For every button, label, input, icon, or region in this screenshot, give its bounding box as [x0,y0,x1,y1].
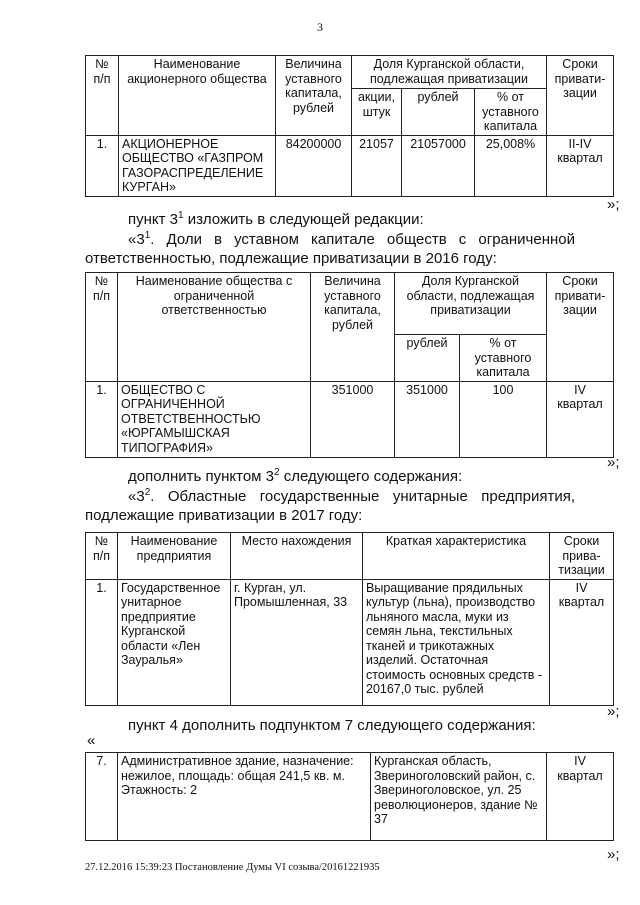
cell-location: г. Курган, ул. Промышленная, 33 [231,579,363,705]
paragraph-item-4: пункт 4 дополнить подпунктом 7 следующего содержания: [128,717,536,734]
cell-name: Государственное унитарное предприятие Курганской области «Лен Зауралья» [118,579,231,705]
table-llc [85,272,614,458]
closing-quote: »; [607,703,620,720]
col-header-share-group: Доля Курганской области, подлежащая приватизации [352,56,547,89]
col-header-name: Наименование предприятия [118,533,231,580]
col-header-share-group: Доля Курганской области, подлежащая приватизации [395,273,547,335]
cell-terms: IV квартал [547,753,614,841]
cell-num: 1. [86,579,118,705]
cell-terms: IV квартал [547,381,614,457]
table-row [86,381,614,457]
closing-quote: »; [607,196,620,213]
table-row [86,753,614,841]
cell-rubles: 21057000 [402,135,475,196]
col-header-capital: Величина уставного капитала, рублей [311,273,395,382]
col-header-percent: % от уставного капитала [460,335,547,382]
col-header-description: Краткая характеристика [363,533,550,580]
col-header-terms: Сроки привати-зации [547,56,614,136]
opening-quote: « [87,732,96,749]
cell-percent: 25,008% [475,135,547,196]
cell-capital: 84200000 [276,135,352,196]
col-header-name: Наименование акционерного общества [119,56,276,136]
cell-address: Курганская область, Звериноголовский район, с. Звериноголовское, ул. 25 революционеров, здание № 37 [371,753,547,841]
cell-num: 1. [86,135,119,196]
closing-quote: »; [607,846,620,863]
cell-rubles: 351000 [395,381,460,457]
col-header-terms: Сроки привати-зации [547,273,614,382]
paragraph-3-1-line2: ответственностью, подлежащие приватизации в 2016 году: [85,250,497,267]
table-row [86,579,614,705]
paragraph-3-1-line1: «$3^1$. Доли в уставном капитале обществ с ограниченной [128,230,575,248]
page-number: 3 [317,20,323,34]
cell-capital: 351000 [311,381,395,457]
footer-stamp: 27.12.2016 15:39:23 Постановление Думы VI созыва/20161221935 [85,862,380,873]
col-header-percent: % от уставного капитала [475,89,547,136]
table-enterprises [85,532,614,706]
cell-name: АКЦИОНЕРНОЕ ОБЩЕСТВО «ГАЗПРОМ ГАЗОРАСПРЕДЕЛЕНИЕ КУРГАН» [119,135,276,196]
paragraph-item-3-1: пункт $3^1$ изложить в следующей редакции: [128,210,424,228]
col-header-location: Место нахождения [231,533,363,580]
cell-name: ОБЩЕСТВО С ОГРАНИЧЕННОЙ ОТВЕТСТВЕННОСТЬЮ «ЮРГАМЫШСКАЯ ТИПОГРАФИЯ» [118,381,311,457]
cell-terms: IV квартал [550,579,614,705]
paragraph-3-2-line2: подлежащие приватизации в 2017 году: [85,507,363,524]
cell-num: 7. [86,753,118,841]
cell-num: 1. [86,381,118,457]
col-header-name: Наименование общества с ограниченной ответственностью [118,273,311,382]
paragraph-add-3-2: дополнить пунктом $3^2$ следующего содержания: [128,467,463,485]
col-header-num: № п/п [86,533,118,580]
closing-quote: »; [607,454,620,471]
col-header-num: № п/п [86,56,119,136]
cell-terms: II-IV квартал [547,135,614,196]
col-header-shares: акции, штук [352,89,402,136]
paragraph-3-2-line1: «$3^2$. Областные государственные унитарные предприятия, [128,487,575,505]
col-header-capital: Величина уставного капитала, рублей [276,56,352,136]
col-header-terms: Сроки прива-тизации [550,533,614,580]
col-header-rubles: рублей [402,89,475,136]
cell-description: Выращивание прядильных культур (льна), производство льняного масла, муки из семян льна, текстильных тканей и трикотажных изделий. Остаточная стоимость основных средств - 20167,0 тыс. рублей [363,579,550,705]
cell-name: Административное здание, назначение: нежилое, площадь: общая 241,5 кв. м. Этажность: 2 [118,753,371,841]
table-joint-stock [85,55,614,197]
cell-percent: 100 [460,381,547,457]
col-header-rubles: рублей [395,335,460,382]
cell-shares: 21057 [352,135,402,196]
col-header-num: № п/п [86,273,118,382]
table-row [86,135,614,196]
table-property [85,752,614,841]
